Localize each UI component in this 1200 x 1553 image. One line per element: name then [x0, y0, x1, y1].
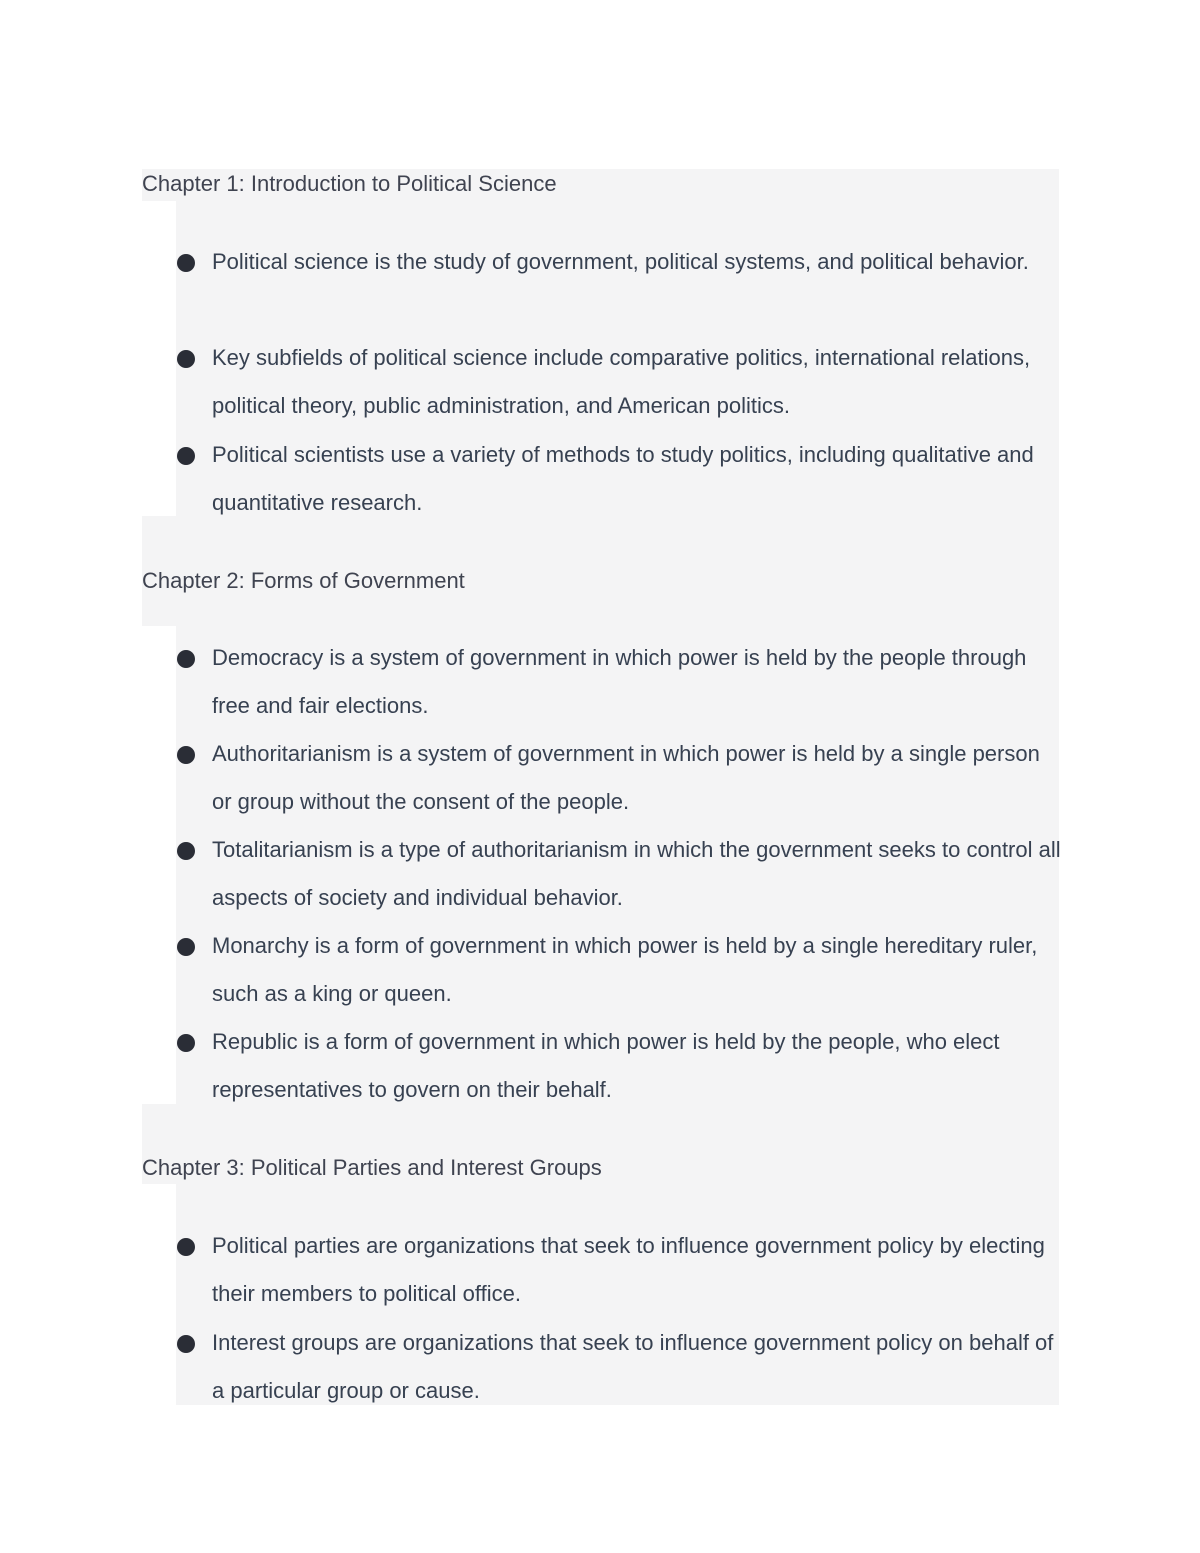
chapter-1-list-item — [212, 431, 1062, 527]
chapter-1-list-item — [212, 334, 1062, 430]
chapter-3-list-item — [212, 1222, 1062, 1318]
bullet-icon — [177, 1335, 195, 1353]
bullet-icon — [177, 254, 195, 272]
list-item-text: Interest groups are organizations that seek to influence government policy on behalf of a particular group or cause. — [212, 1330, 1054, 1403]
chapter-3-heading: Chapter 3: Political Parties and Interest Groups — [142, 1155, 602, 1180]
bullet-icon — [177, 350, 195, 368]
chapter-3-list-item — [212, 1319, 1062, 1415]
list-item-text: Authoritarianism is a system of government in which power is held by a single person or group without the consent of the people. — [212, 741, 1040, 814]
list-item-text: Political science is the study of government, political systems, and political behavior. — [212, 249, 1029, 274]
chapter-2-list-item — [212, 730, 1062, 826]
list-item-text: Democracy is a system of government in which power is held by the people through free and fair elections. — [212, 645, 1027, 718]
chapter-2-list-item — [212, 634, 1062, 730]
bullet-icon — [177, 447, 195, 465]
chapter-1-list-item — [212, 238, 1062, 286]
bullet-icon — [177, 842, 195, 860]
list-item-text: Totalitarianism is a type of authoritarianism in which the government seeks to control all aspects of society and individual behavior. — [212, 837, 1061, 910]
chapter-2-list-item — [212, 826, 1062, 922]
list-item-text: Republic is a form of government in which power is held by the people, who elect representatives to govern on their behalf. — [212, 1029, 1000, 1102]
bullet-icon — [177, 1034, 195, 1052]
chapter-2-list-item — [212, 1018, 1062, 1114]
bullet-icon — [177, 650, 195, 668]
list-item-text: Key subfields of political science include comparative politics, international relations, political theory, public administration, and American politics. — [212, 345, 1031, 418]
bullet-icon — [177, 746, 195, 764]
chapter-1-heading: Chapter 1: Introduction to Political Science — [142, 171, 557, 196]
chapter-2-heading: Chapter 2: Forms of Government — [142, 568, 465, 593]
list-item-text: Monarchy is a form of government in which power is held by a single hereditary ruler, such as a king or queen. — [212, 933, 1038, 1006]
list-item-text: Political parties are organizations that seek to influence government policy by electing their members to political office. — [212, 1233, 1045, 1306]
bullet-icon — [177, 938, 195, 956]
bullet-icon — [177, 1238, 195, 1256]
chapter-2-list-item — [212, 922, 1062, 1018]
list-item-text: Political scientists use a variety of methods to study politics, including qualitative and quantitative research. — [212, 442, 1034, 515]
